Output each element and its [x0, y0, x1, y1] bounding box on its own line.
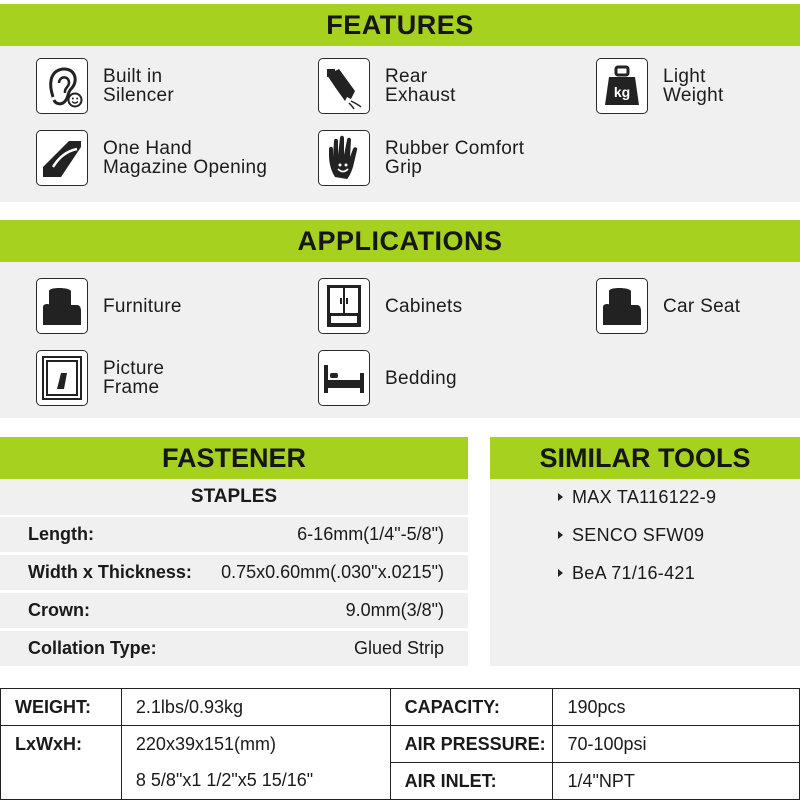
application-car-seat-label: Car Seat [663, 295, 741, 317]
fastener-table [0, 479, 468, 666]
kg-weight-icon [596, 58, 648, 114]
ear-silencer-icon [36, 58, 88, 114]
feature-magazine-line2: Magazine Opening [103, 157, 268, 178]
fastener-value: 0.75x0.60mm(.030"x.0215") [221, 562, 444, 582]
application-picture-frame [36, 350, 164, 406]
feature-light-weight [596, 58, 724, 114]
air-inlet-label: AIR INLET: [390, 763, 553, 800]
kg-icon-text: kg [613, 84, 631, 100]
similar-tools-list [490, 479, 800, 666]
weight-label: WEIGHT: [1, 689, 122, 726]
application-cabinets-label: Cabinets [385, 295, 463, 317]
capacity-value: 190pcs [553, 689, 800, 726]
feature-rear-exhaust-line2: Exhaust [385, 85, 456, 106]
similar-tool-name: MAX TA116122-9 [572, 487, 717, 507]
dimensions-mm-value: 220x39x151(mm) [121, 726, 390, 763]
rear-exhaust-icon [318, 58, 370, 114]
similar-tools-header: SIMILAR TOOLS [490, 437, 800, 479]
application-furniture-label: Furniture [103, 295, 182, 317]
fastener-row-crown [0, 593, 468, 628]
fastener-key: Length: [28, 524, 94, 544]
capacity-label: CAPACITY: [390, 689, 553, 726]
similar-tool-name: BeA 71/16-421 [572, 563, 696, 583]
fastener-row-collation [0, 631, 468, 666]
fastener-value: 9.0mm(3/8") [345, 600, 444, 620]
bed-icon [318, 350, 370, 406]
bullet-triangle-icon [558, 531, 563, 539]
magazine-opening-icon [36, 130, 88, 186]
applications-header: APPLICATIONS [0, 220, 800, 262]
feature-magazine-line1: One Hand [103, 138, 193, 159]
feature-rubber-grip-line2: Grip [385, 157, 423, 178]
similar-tool-item [490, 480, 800, 515]
picture-frame-icon [36, 350, 88, 406]
fastener-header: FASTENER [0, 437, 468, 479]
feature-magazine-opening [36, 130, 267, 186]
armchair-icon [36, 278, 88, 334]
rubber-grip-hand-icon [318, 130, 370, 186]
fastener-value: 6-16mm(1/4"-5/8") [297, 524, 444, 544]
feature-silencer-line1: Built in [103, 66, 163, 87]
air-inlet-value: 1/4"NPT [553, 763, 800, 800]
fastener-key: Crown: [28, 600, 90, 620]
dimensions-inch-value: 8 5/8"x1 1/2"x5 15/16" [121, 763, 390, 800]
cabinet-icon [318, 278, 370, 334]
application-furniture [36, 278, 182, 334]
features-header: FEATURES [0, 4, 800, 46]
application-picture-frame-line1: Picture [103, 358, 165, 379]
bullet-triangle-icon [558, 493, 563, 501]
similar-tool-item [490, 556, 800, 591]
application-car-seat [596, 278, 740, 334]
fastener-key: Collation Type: [28, 638, 157, 658]
application-bedding [318, 350, 457, 406]
air-pressure-label: AIR PRESSURE: [390, 726, 553, 763]
feature-rubber-grip [318, 130, 524, 186]
staples-subtitle: STAPLES [0, 479, 468, 515]
applications-panel [0, 262, 800, 418]
fastener-row-length [0, 517, 468, 552]
similar-tool-name: SENCO SFW09 [572, 525, 705, 545]
feature-silencer [36, 58, 174, 114]
weight-value: 2.1lbs/0.93kg [121, 689, 390, 726]
similar-tool-item [490, 518, 800, 553]
feature-rear-exhaust-line1: Rear [385, 66, 428, 87]
bullet-triangle-icon [558, 569, 563, 577]
fastener-row-width-thickness [0, 555, 468, 590]
application-bedding-label: Bedding [385, 367, 457, 389]
feature-rubber-grip-line1: Rubber Comfort [385, 138, 525, 159]
dimensions-label: LxWxH: [1, 726, 122, 763]
fastener-key: Width x Thickness: [28, 562, 192, 582]
car-seat-icon [596, 278, 648, 334]
feature-light-weight-line1: Light [663, 66, 706, 87]
air-pressure-value: 70-100psi [553, 726, 800, 763]
specs-table [0, 688, 800, 800]
application-cabinets [318, 278, 462, 334]
features-panel [0, 46, 800, 202]
feature-rear-exhaust [318, 58, 456, 114]
application-picture-frame-line2: Frame [103, 377, 160, 398]
dimensions-label-continued [1, 763, 122, 800]
feature-silencer-line2: Silencer [103, 85, 175, 106]
feature-light-weight-line2: Weight [663, 85, 724, 106]
fastener-value: Glued Strip [353, 638, 444, 658]
